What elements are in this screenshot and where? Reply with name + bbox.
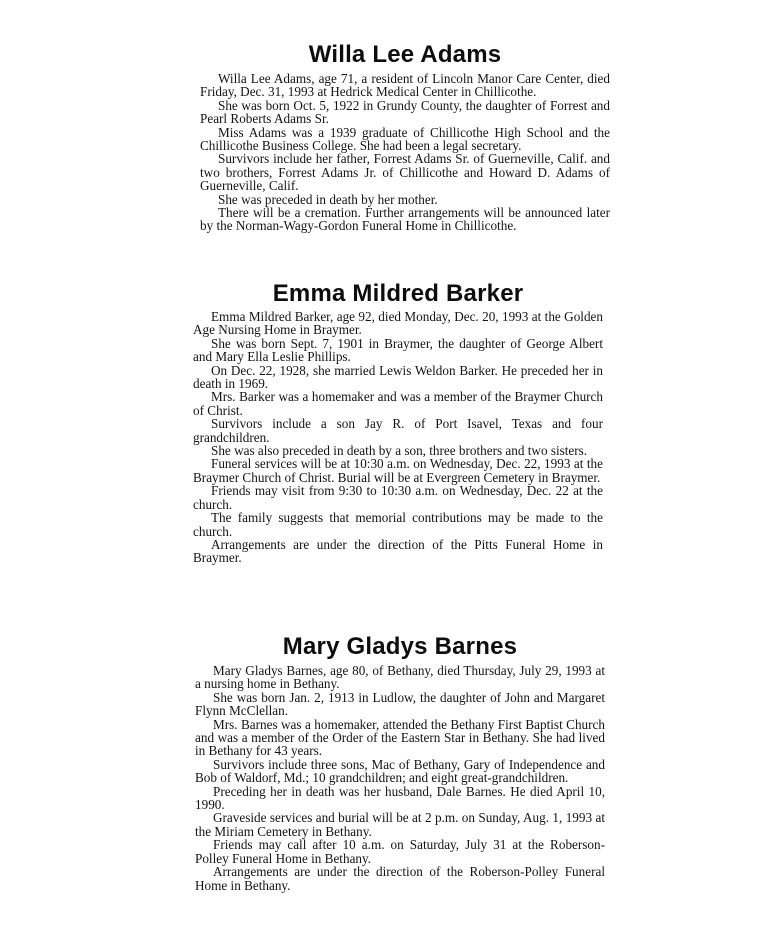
obituary-willa-lee-adams bbox=[200, 40, 610, 233]
obituary-paragraph: Arrangements are under the direction of the Roberson-Polley Funeral Home in Bethany. bbox=[195, 864, 605, 893]
obituary-paragraph: The family suggests that memorial contributions may be made to the church. bbox=[193, 510, 603, 539]
obituary-paragraph: Emma Mildred Barker, age 92, died Monday, Dec. 20, 1993 at the Golden Age Nursing Home in Braymer. bbox=[193, 309, 603, 338]
obituary-body bbox=[195, 664, 605, 892]
obituary-paragraph: Preceding her in death was her husband, Dale Barnes. He died April 10, 1990. bbox=[195, 783, 605, 813]
obituary-paragraph: There will be a cremation. Further arrangements will be announced later by the Norman-Wagy-Gordon Funeral Home in Chillicothe. bbox=[200, 205, 610, 234]
obituary-emma-mildred-barker bbox=[193, 279, 603, 565]
obituary-body bbox=[193, 310, 603, 565]
obituary-paragraph: Friends may visit from 9:30 to 10:30 a.m. on Wednesday, Dec. 22 at the church. bbox=[193, 483, 603, 512]
obituary-paragraph: Survivors include her father, Forrest Adams Sr. of Guerneville, Calif. and two brothers, Forrest Adams Jr. of Chillicothe and Howard D. Adams of Guerneville, Calif. bbox=[200, 151, 610, 194]
obituary-paragraph: Survivors include three sons, Mac of Bethany, Gary of Independence and Bob of Waldorf, Md.; 10 grandchildren; and eight great-grandchildren. bbox=[195, 756, 605, 786]
obituary-paragraph: Miss Adams was a 1939 graduate of Chillicothe High School and the Chillicothe Business College. She had been a legal secretary. bbox=[200, 124, 610, 154]
obituary-paragraph: Arrangements are under the direction of the Pitts Funeral Home in Braymer. bbox=[193, 536, 603, 566]
obituary-body bbox=[200, 72, 610, 233]
obituary-paragraph: Mary Gladys Barnes, age 80, of Bethany, died Thursday, July 29, 1993 at a nursing home in Bethany. bbox=[195, 663, 605, 692]
obituary-paragraph: Funeral services will be at 10:30 a.m. on Wednesday, Dec. 22, 1993 at the Braymer Church of Christ. Burial will be at Evergreen Cemetery in Braymer. bbox=[193, 456, 603, 485]
obituary-paragraph: She was born Oct. 5, 1922 in Grundy County, the daughter of Forrest and Pearl Roberts Adams Sr. bbox=[200, 97, 610, 127]
obituary-name: Mary Gladys Barnes bbox=[282, 633, 518, 660]
obituary-paragraph: She was also preceded in death by a son, three brothers and two sisters. bbox=[211, 443, 588, 459]
obituary-paragraph: Friends may call after 10 a.m. on Saturday, July 31 at the Roberson-Polley Funeral Home in Bethany. bbox=[195, 837, 605, 866]
obituary-paragraph: Graveside services and burial will be at 2 p.m. on Sunday, Aug. 1, 1993 at the Miriam Cemetery in Bethany. bbox=[195, 810, 605, 839]
obituary-paragraph: She was born Jan. 2, 1913 in Ludlow, the daughter of John and Margaret Flynn McClellan. bbox=[195, 689, 605, 719]
obituary-paragraph: Mrs. Barker was a homemaker and was a member of the Braymer Church of Christ. bbox=[193, 389, 603, 418]
obituary-name: Emma Mildred Barker bbox=[272, 280, 524, 307]
obituary-paragraph: On Dec. 22, 1928, she married Lewis Weldon Barker. He preceded her in death in 1969. bbox=[193, 362, 603, 392]
obituary-paragraph: Mrs. Barnes was a homemaker, attended the Bethany First Baptist Church and was a member of the Order of the Eastern Star in Bethany. She had lived in Bethany for 43 years. bbox=[195, 716, 605, 759]
obituary-paragraph: Survivors include a son Jay R. of Port Isavel, Texas and four grandchildren. bbox=[193, 416, 603, 445]
obituary-name: Willa Lee Adams bbox=[308, 41, 502, 68]
obituary-paragraph: Willa Lee Adams, age 71, a resident of Lincoln Manor Care Center, died Friday, Dec. 31, 1993 at Hedrick Medical Center in Chillicothe. bbox=[200, 71, 610, 100]
obituary-mary-gladys-barnes bbox=[195, 632, 605, 892]
obituary-paragraph: She was preceded in death by her mother. bbox=[218, 191, 438, 207]
obituary-paragraph: She was born Sept. 7, 1901 in Braymer, the daughter of George Albert and Mary Ella Leslie Phillips. bbox=[193, 335, 603, 365]
